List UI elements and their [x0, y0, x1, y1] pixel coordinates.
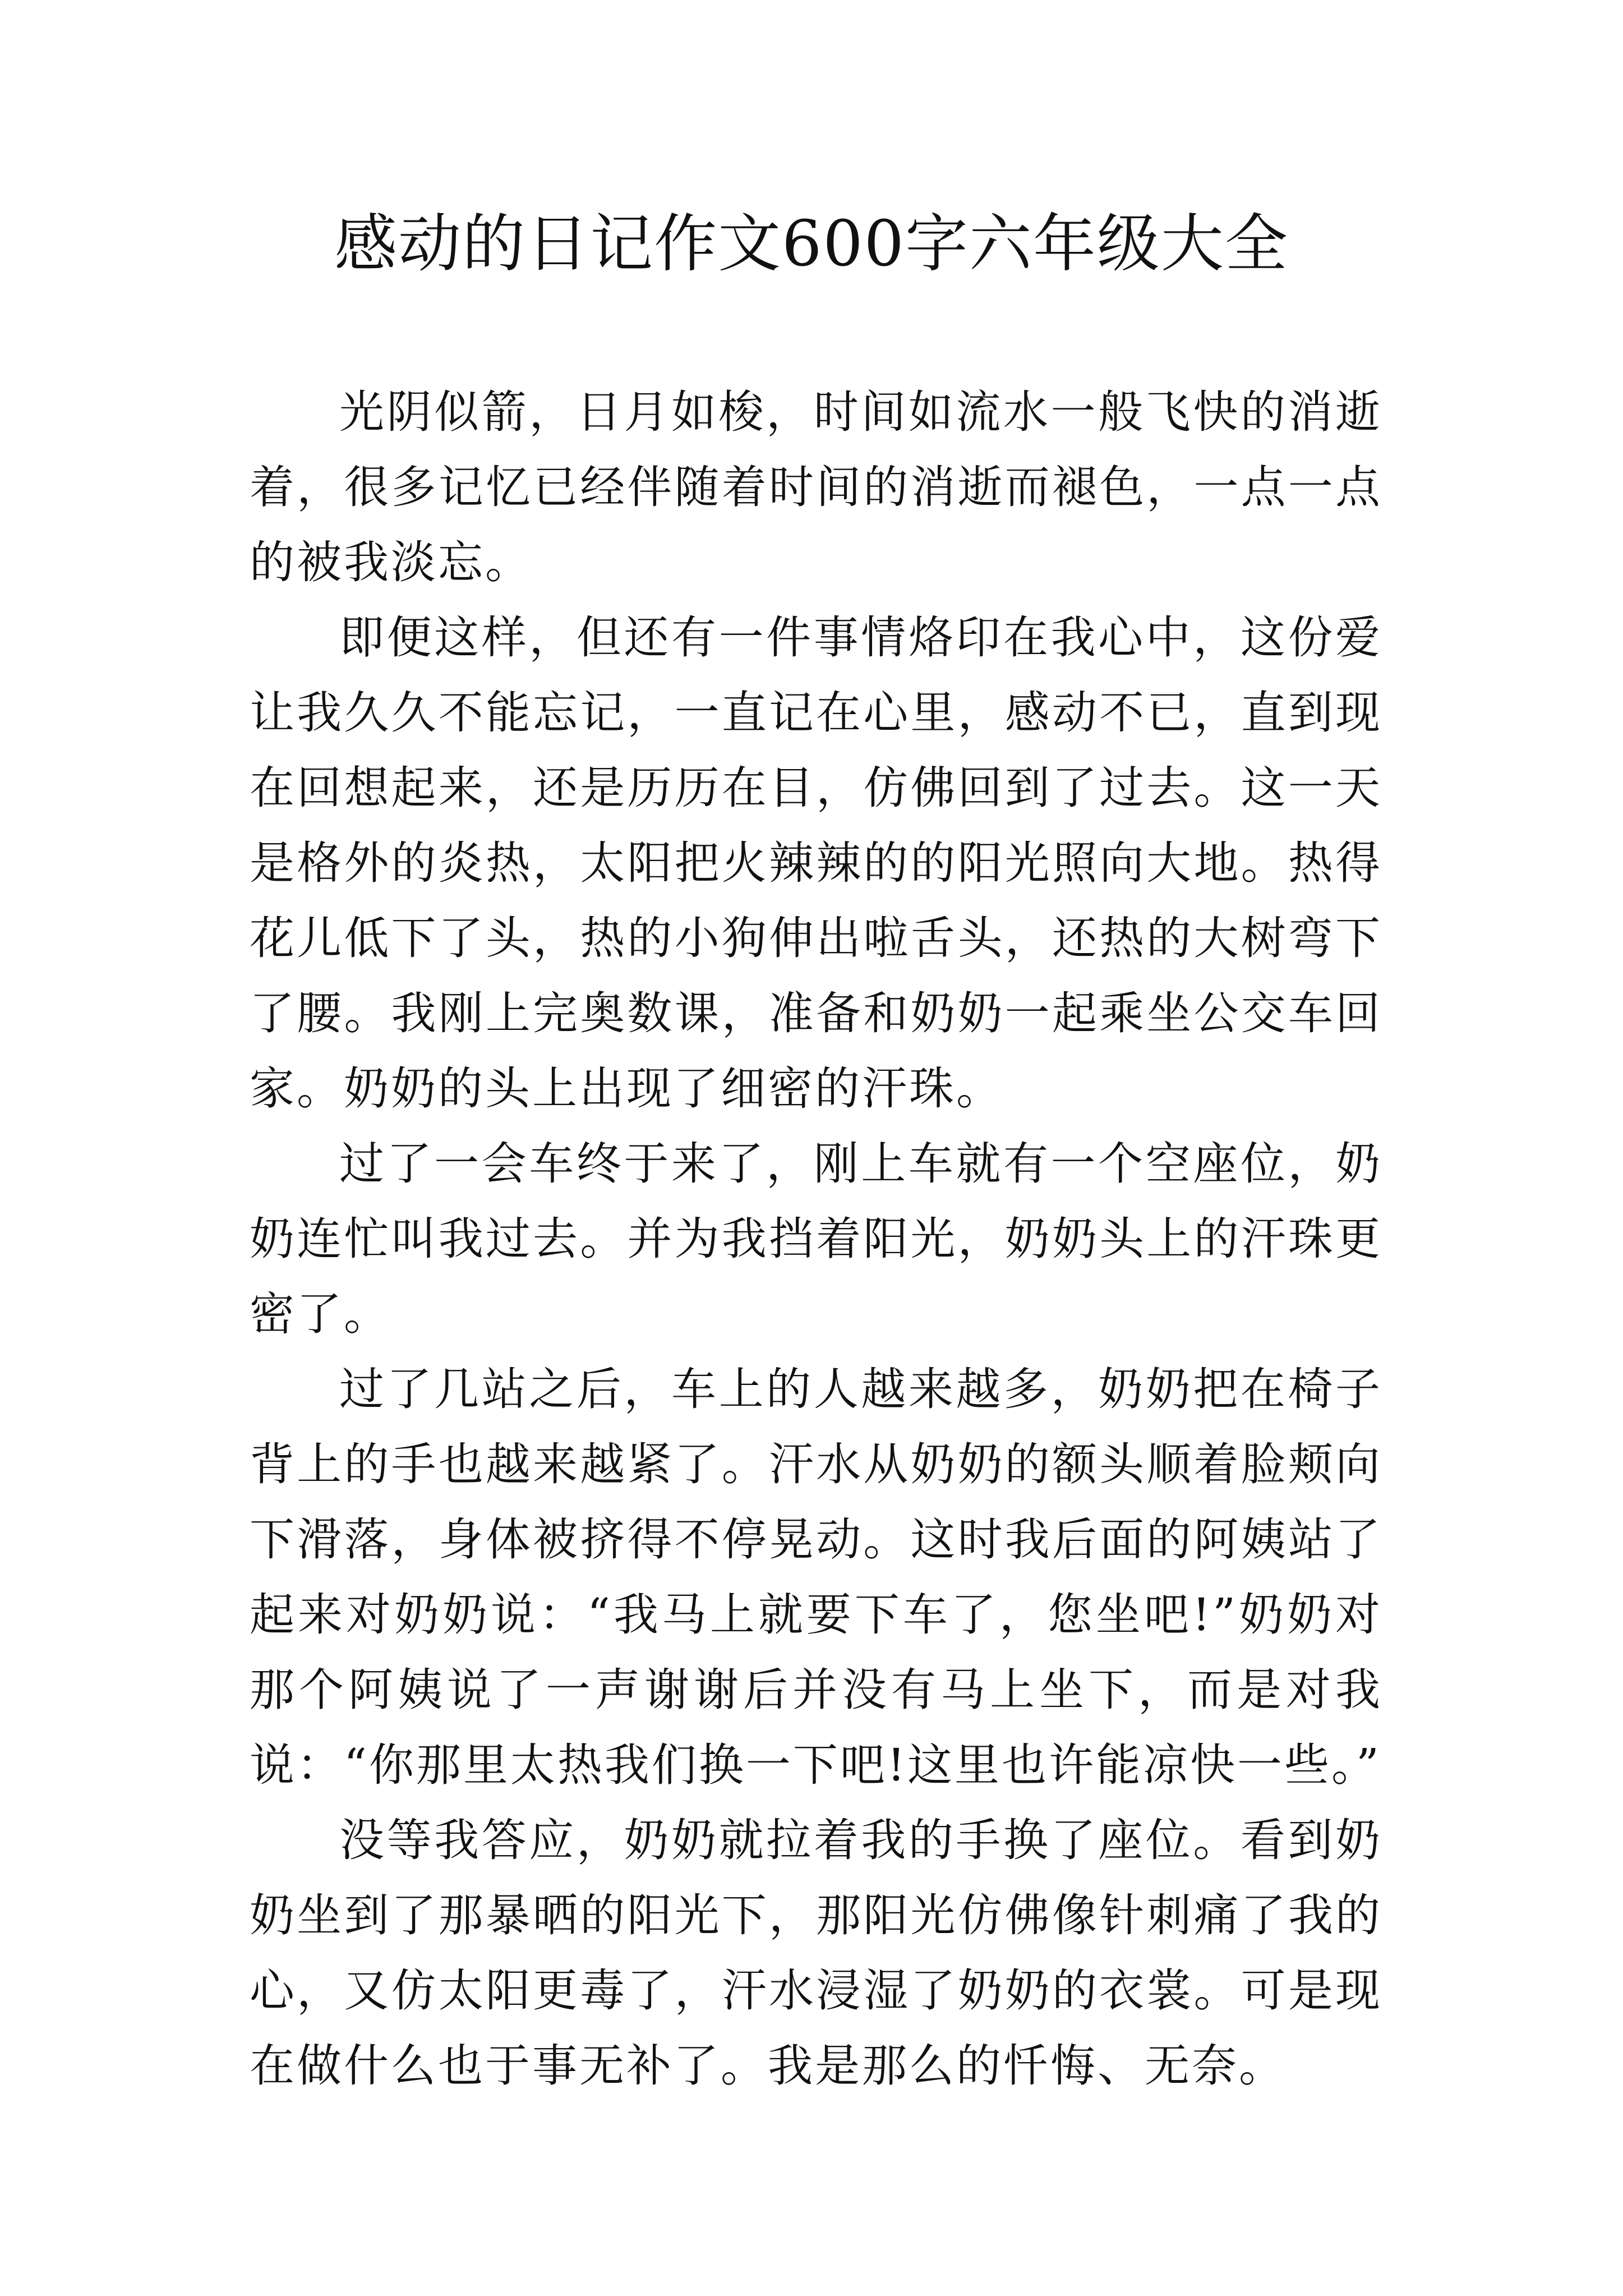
paragraph-3: 过了一会车终于来了，刚上车就有一个空座位，奶奶连忙叫我过去。并为我挡着阳光，奶奶头上的汗珠更密了。 — [250, 1138, 1382, 1340]
paragraph-2: 即便这样，但还有一件事情烙印在我心中，这份爱让我久久不能忘记，一直记在心里，感动不已，直到现在回想起来，还是历历在目，仿佛回到了过去。这一天是格外的炎热，太阳把火辣辣的的阳光照向大地。热得花儿低下了头，热的小狗伸出啦舌头，还热的大树弯下了腰。我刚上完奥数课，准备和奶奶一起乘坐公交车回家。奶奶的头上出现了细密的汗珠。 — [250, 611, 1382, 1115]
paragraph-1: 光阴似箭，日月如梭，时间如流水一般飞快的消逝着，很多记忆已经伴随着时间的消逝而褪色，一点一点的被我淡忘。 — [250, 386, 1382, 588]
paragraph-5: 没等我答应，奶奶就拉着我的手换了座位。看到奶奶坐到了那暴晒的阳光下，那阳光仿佛像针刺痛了我的心，又仿太阳更毒了，汗水浸湿了奶奶的衣裳。可是现在做什么也于事无补了。我是那么的忏悔、无奈。 — [250, 1814, 1382, 2092]
document-body — [250, 375, 1382, 2104]
document-title: 感动的日记作文600字六年级大全 — [334, 208, 1289, 280]
paragraph-4: 过了几站之后，车上的人越来越多，奶奶把在椅子背上的手也越来越紧了。汗水从奶奶的额头顺着脸颊向下滑落，身体被挤得不停晃动。这时我后面的阿姨站了起来对奶奶说：“我马上就要下车了，您坐吧!”奶奶对那个阿姨说了一声谢谢后并没有马上坐下，而是对我说：“你那里太热我们换一下吧!这里也许能凉快一些。” — [250, 1363, 1382, 1791]
